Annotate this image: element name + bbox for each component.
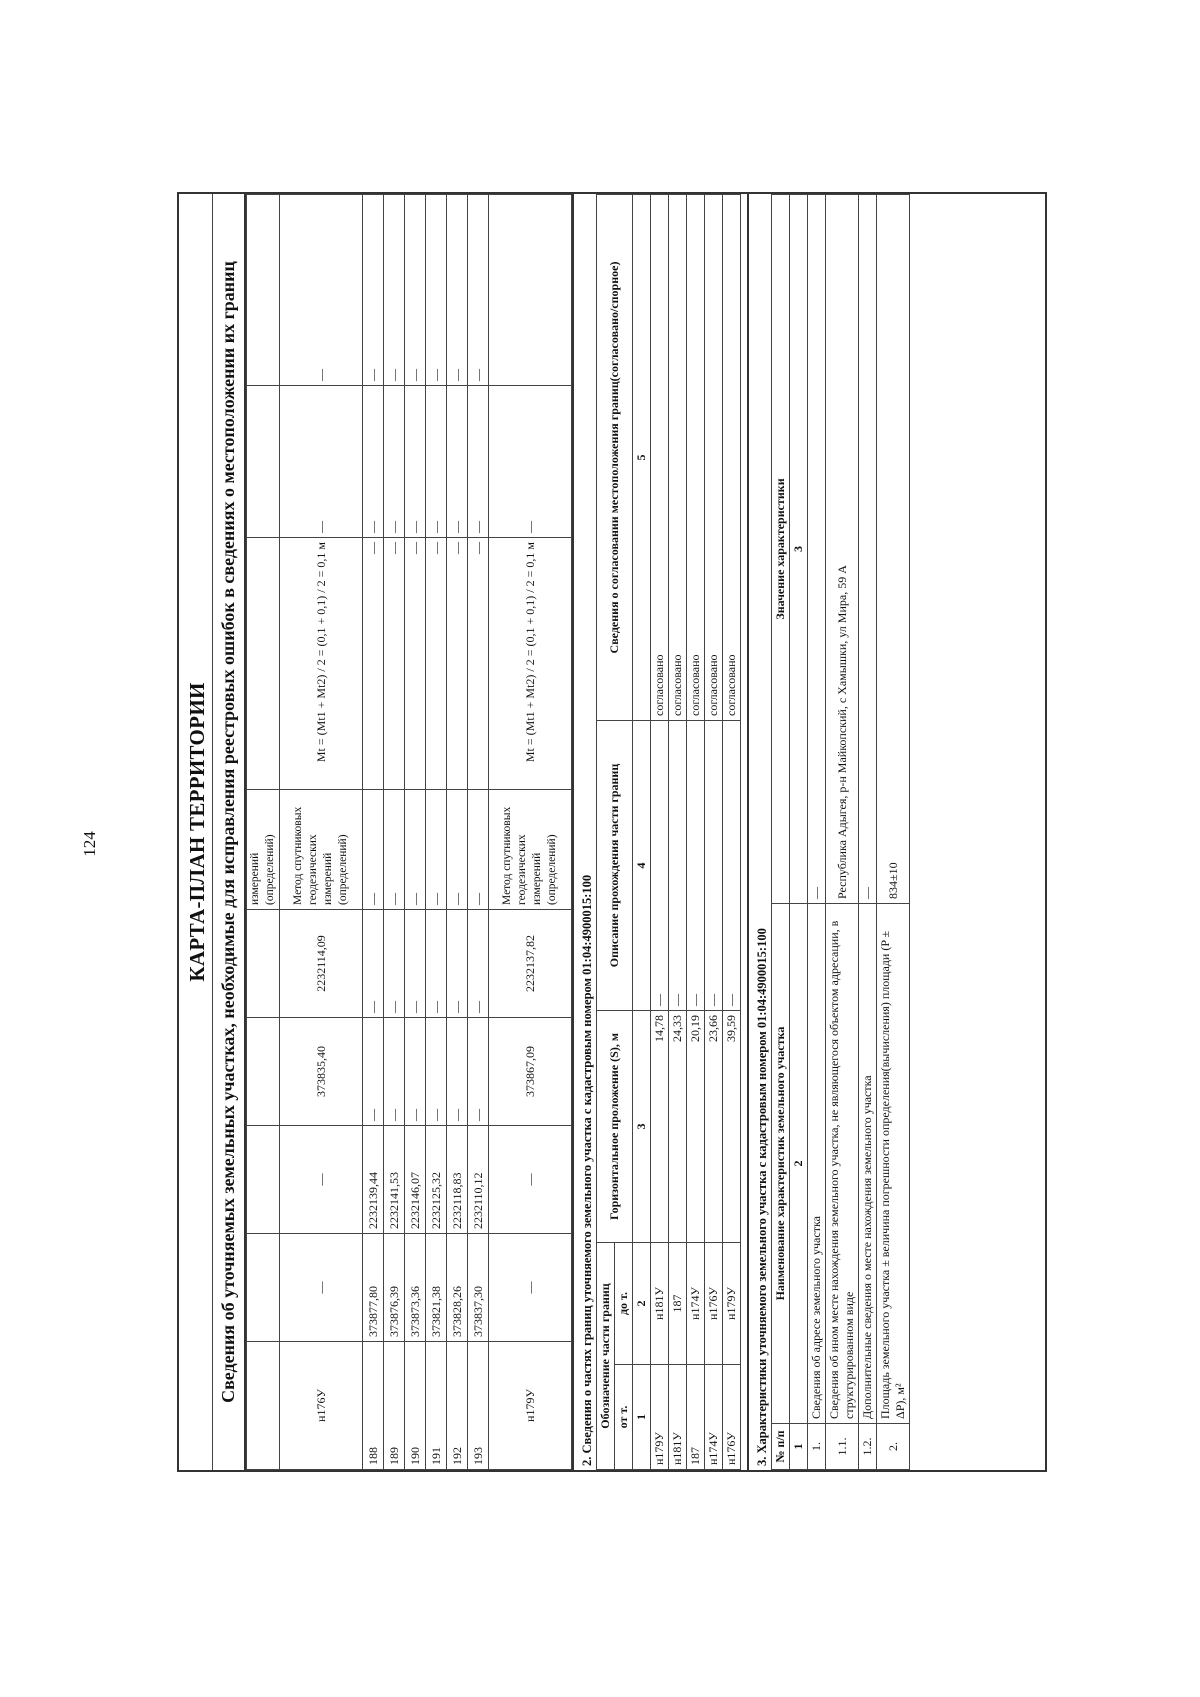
point-id: 191: [426, 1342, 447, 1470]
cell: —: [447, 195, 468, 386]
point-id: 189: [384, 1342, 405, 1470]
to-cell: н181У: [651, 1243, 669, 1365]
cell: —: [384, 195, 405, 386]
agree-cell: согласовано: [651, 195, 669, 721]
cell: —: [426, 790, 447, 910]
cell: —: [405, 538, 426, 790]
table-row: [363, 195, 384, 1470]
col-header-horizontal: Горизонтальное проложение (S), м: [597, 1011, 633, 1243]
page-number: 124: [80, 831, 99, 857]
s-cell: 39,59: [723, 1011, 741, 1243]
cell: —: [447, 538, 468, 790]
from-cell: н174У: [705, 1365, 723, 1470]
col-header-agreement: Сведения о согласовании местоположения границ(согласовано/спорное): [597, 195, 633, 721]
cell: —: [405, 386, 426, 538]
cell: —: [384, 1018, 405, 1126]
cell: —: [489, 386, 572, 538]
cadastral-sheet: [177, 192, 1047, 1472]
col-number-row: 1 2 3 4 5: [633, 195, 651, 1470]
value-cell: —: [808, 195, 826, 904]
col-header-description: Описание прохождения части границ: [597, 721, 633, 1011]
desc-cell: —: [669, 721, 687, 1011]
table-row: [705, 195, 723, 1470]
cell: 2232114,09: [280, 910, 363, 1018]
method-cell: Метод спутниковых геодезических измерений (определений): [280, 790, 363, 910]
cad-number: 01:04:4900015:100: [755, 928, 769, 1029]
table-header-row: [597, 195, 615, 1470]
value-cell: 834±10: [877, 195, 910, 904]
table-row: [669, 195, 687, 1470]
col-header-num: № п/п: [772, 1424, 790, 1470]
characteristics-table: [771, 194, 910, 1470]
cell: —: [405, 1018, 426, 1126]
point-id: 188: [363, 1342, 384, 1470]
desc-cell: —: [705, 721, 723, 1011]
formula-cell: Mt = (Mt1 + Mt2) / 2 = (0,1 + 0,1) / 2 = 0,1 м: [489, 538, 572, 790]
cell: —: [426, 1018, 447, 1126]
cell: 373828,26: [447, 1234, 468, 1342]
s-cell: 23,66: [705, 1011, 723, 1243]
cell: —: [384, 538, 405, 790]
col-header-name: Наименование характеристик земельного участка: [772, 904, 790, 1424]
col-number-row: 1 2 3: [790, 195, 808, 1470]
header-fragment: измерений (определений): [247, 790, 280, 910]
col-header-value: Значение характеристики: [772, 195, 790, 904]
from-cell: н176У: [723, 1365, 741, 1470]
table-row: [405, 195, 426, 1470]
cell: —: [384, 910, 405, 1018]
cell: 373877,80: [363, 1234, 384, 1342]
num-cell: 2.: [877, 1424, 910, 1470]
table-row: [877, 195, 910, 1470]
table-row: [826, 195, 859, 1470]
section3-title: 3. Характеристики уточняемого земельного участка с кадастровым номером 01:04:4900015:100: [747, 194, 771, 1470]
table-row: [651, 195, 669, 1470]
cell: —: [426, 538, 447, 790]
name-cell: Сведения об ином месте нахождения земельного участка, не являющегося объектом адресации, в структурированном виде: [826, 904, 859, 1424]
cell: 2232141,53: [384, 1126, 405, 1234]
page-title: КАРТА-ПЛАН ТЕРРИТОРИИ: [179, 194, 213, 1470]
point-id: н176У: [280, 1342, 363, 1470]
cell: —: [426, 195, 447, 386]
num-cell: 1.2.: [859, 1424, 877, 1470]
cell: 373876,39: [384, 1234, 405, 1342]
cell: 373821,38: [426, 1234, 447, 1342]
num-cell: 1.: [808, 1424, 826, 1470]
name-cell: Площадь земельного участка ± величина погрешности определения(вычисления) площади (P ± ΔP), м²: [877, 904, 910, 1424]
cell: 373867,09: [489, 1018, 572, 1126]
col-header-designation: Обозначение части границ: [597, 1243, 615, 1470]
cell: —: [280, 386, 363, 538]
cell: —: [489, 1126, 572, 1234]
agree-cell: согласовано: [705, 195, 723, 721]
s-cell: 14,78: [651, 1011, 669, 1243]
desc-cell: —: [723, 721, 741, 1011]
to-cell: н174У: [687, 1243, 705, 1365]
to-cell: н179У: [723, 1243, 741, 1365]
cell: —: [468, 538, 489, 790]
cell: —: [363, 538, 384, 790]
cell: 2232139,44: [363, 1126, 384, 1234]
s-cell: 20,19: [687, 1011, 705, 1243]
name-cell: Дополнительные сведения о месте нахождения земельного участка: [859, 904, 877, 1424]
table-row: [468, 195, 489, 1470]
cell: —: [280, 1126, 363, 1234]
cell: 373837,30: [468, 1234, 489, 1342]
coordinates-table: [246, 194, 572, 1470]
cell: —: [384, 386, 405, 538]
cell: —: [280, 195, 363, 386]
cell: —: [280, 1234, 363, 1342]
cell: —: [447, 386, 468, 538]
to-cell: н176У: [705, 1243, 723, 1365]
table-row: [808, 195, 826, 1470]
table-row: [426, 195, 447, 1470]
cell: 2232110,12: [468, 1126, 489, 1234]
section2-title: 2. Сведения о частях границ уточняемого земельного участка с кадастровым номером 01:04:4900015:100: [572, 194, 596, 1470]
s-cell: 24,33: [669, 1011, 687, 1243]
from-cell: 187: [687, 1365, 705, 1470]
cell: —: [363, 386, 384, 538]
cell: —: [405, 790, 426, 910]
table-row: [447, 195, 468, 1470]
cell: —: [447, 910, 468, 1018]
cell: —: [405, 910, 426, 1018]
cell: —: [468, 790, 489, 910]
from-cell: н181У: [669, 1365, 687, 1470]
cell: —: [426, 386, 447, 538]
table-row: [247, 195, 280, 1470]
cell: —: [405, 195, 426, 386]
cell: —: [468, 195, 489, 386]
desc-cell: —: [687, 721, 705, 1011]
method-cell: Метод спутниковых геодезических измерений (определений): [489, 790, 572, 910]
cell: —: [363, 195, 384, 386]
formula-cell: Mt = (Mt1 + Mt2) / 2 = (0,1 + 0,1) / 2 = 0,1 м: [280, 538, 363, 790]
table-row: [687, 195, 705, 1470]
cell: —: [384, 790, 405, 910]
table-row: [723, 195, 741, 1470]
to-cell: 187: [669, 1243, 687, 1365]
cell: —: [426, 910, 447, 1018]
point-id: н179У: [489, 1342, 572, 1470]
name-cell: Сведения об адресе земельного участка: [808, 904, 826, 1424]
cell: —: [489, 1234, 572, 1342]
col-header-to: до т.: [615, 1243, 633, 1365]
cell: 2232125,32: [426, 1126, 447, 1234]
cell: —: [468, 1018, 489, 1126]
cell: —: [468, 910, 489, 1018]
col-header-from: от т.: [615, 1365, 633, 1470]
value-cell: Республика Адыгея, р-н Майкопский, с Хамышки, ул Мира, 59 А: [826, 195, 859, 904]
cell: 373873,36: [405, 1234, 426, 1342]
point-id: 193: [468, 1342, 489, 1470]
desc-cell: —: [651, 721, 669, 1011]
agree-cell: согласовано: [669, 195, 687, 721]
cell: —: [447, 790, 468, 910]
cell: —: [363, 910, 384, 1018]
cell: 2232118,83: [447, 1126, 468, 1234]
table-header-row: [772, 195, 790, 1470]
table-row: [489, 195, 572, 1470]
cell: 2232146,07: [405, 1126, 426, 1234]
table-row: [859, 195, 877, 1470]
cell: —: [468, 386, 489, 538]
cell: —: [363, 790, 384, 910]
table-row: [280, 195, 363, 1470]
cell: [489, 195, 572, 386]
agree-cell: согласовано: [687, 195, 705, 721]
point-id: 190: [405, 1342, 426, 1470]
cell: —: [447, 1018, 468, 1126]
boundary-parts-table: [596, 194, 741, 1470]
page-subtitle: Сведения об уточняемых земельных участках, необходимые для исправления реестровых ошибок в сведениях о местоположении их границ: [213, 194, 246, 1470]
cell: 373835,40: [280, 1018, 363, 1126]
from-cell: н179У: [651, 1365, 669, 1470]
value-cell: —: [859, 195, 877, 904]
point-id: 192: [447, 1342, 468, 1470]
cell: —: [363, 1018, 384, 1126]
agree-cell: согласовано: [723, 195, 741, 721]
num-cell: 1.1.: [826, 1424, 859, 1470]
cad-number: 01:04:4900015:100: [580, 874, 594, 975]
cell: 2232137,82: [489, 910, 572, 1018]
table-row: [384, 195, 405, 1470]
